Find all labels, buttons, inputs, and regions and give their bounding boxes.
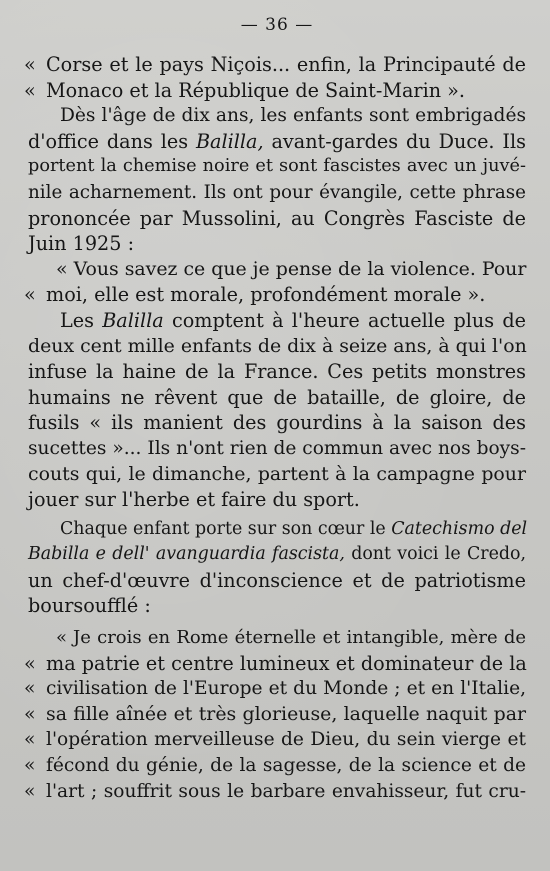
quote-mark: « [24,755,36,777]
text-line [28,487,526,513]
line-text: l'art ; souffrit sous le barbare envahisseur, fut cru- [46,780,526,802]
text-line [24,651,527,677]
italic-text: Babilla e dell' avanguardia fascista, [28,544,345,565]
quote-mark: « [56,627,68,649]
line-text: Juin 1925 : [28,232,135,256]
paragraph-catechism [28,517,526,619]
quote-mark: « [24,651,36,675]
text-line [28,410,526,436]
italic-text: Catechismo del [391,518,528,539]
text-line [24,78,526,104]
line-text: avant-gardes du Duce. Ils [263,129,526,153]
text-line [24,753,526,779]
line-text: deux cent mille enfants de dix à seize ans, à qui l'on [28,334,527,357]
text-line [28,231,526,257]
line-text: comptent à l'heure actuelle plus de [163,308,526,332]
text-line [28,308,526,334]
text-line [28,103,526,129]
line-text: fusils « ils manient des gourdins à la saison des [28,411,526,435]
text-line [24,702,526,728]
text-line [28,180,526,206]
text-line [24,282,526,308]
quote-mark: « [24,702,36,725]
line-text: fécond du génie, de la sagesse, de la science et de [46,755,526,777]
quote-credo-block [24,625,527,804]
text-line [24,727,526,753]
line-text: d'office dans les [28,129,196,153]
text-line [28,385,526,411]
quote-mark: « [24,78,36,102]
line-text: prononcée par Mussolini, au Congrès Fasciste de [28,206,526,230]
line-text: Monaco et la République de Saint-Marin ». [46,78,466,102]
line-text: dont voici le Credo, [344,544,526,565]
line-text: sucettes »... Ils n'ont rien de commun avec nos boys- [28,437,526,459]
text-line [24,676,526,702]
line-text: humains ne rêvent que de bataille, de gloire, de [28,385,526,409]
text-line [28,359,526,385]
quote-mark: « [24,780,36,802]
italic-text: Balilla, [195,129,264,153]
text-line [24,52,526,78]
quote-end-block [24,52,526,103]
text-line [28,129,526,155]
quote-mark: « [56,257,68,280]
line-text: moi, elle est morale, profondément morale ». [46,283,486,307]
quote-mark: « [24,53,36,76]
line-text: Je crois en Rome éternelle et intangible, mère de [73,627,526,649]
quote-violence-block [24,257,527,308]
italic-text: Balilla [102,308,164,332]
text-line [28,593,526,619]
text-line [28,436,526,462]
paragraph-balilla-age [28,103,526,257]
text-line [28,625,526,651]
line-text: Chaque enfant porte sur son cœur le [60,518,392,539]
line-text: un chef-d'œuvre d'inconscience et de patriotisme [28,568,526,592]
quote-mark: « [24,283,36,307]
quote-mark: « [24,729,36,751]
text-line [24,779,526,805]
line-text: Les [60,308,103,332]
page-number: — 36 — [240,15,314,35]
text-line [28,334,526,360]
line-text: Vous savez ce que je pense de la violence. Pour [73,257,527,280]
line-text: l'opération merveilleuse de Dieu, du sein vierge et [46,729,526,751]
quote-mark: « [24,678,36,700]
text-line [28,206,526,232]
text-line [28,154,526,180]
paragraph-balilla-count [28,308,526,513]
line-text: nile acharnement. Ils ont pour évangile, cette phrase [28,181,526,203]
text-line [28,542,526,568]
line-text: infuse la haine de la France. Ces petits monstres [28,360,526,384]
line-text: jouer sur l'herbe et faire du sport. [28,488,360,512]
line-text: Corse et le pays Niçois... enfin, la Principauté de [46,53,526,76]
line-text: civilisation de l'Europe et du Monde ; et en l'Italie, [46,678,526,700]
text-line [28,568,526,594]
text-line [28,517,526,543]
line-text: ma patrie et centre lumineux et dominateur de la [46,651,527,675]
line-text: sa fille aînée et très glorieuse, laquelle naquit par [46,702,526,725]
line-text: Dès l'âge de dix ans, les enfants sont embrigadés [60,105,526,127]
line-text: boursoufflé : [28,594,151,618]
line-text: couts qui, le dimanche, partent à la campagne pour [28,462,526,485]
text-line [28,257,526,283]
text-line [28,462,526,488]
line-text: portent la chemise noire et sont fascistes avec un juvé- [28,156,526,177]
